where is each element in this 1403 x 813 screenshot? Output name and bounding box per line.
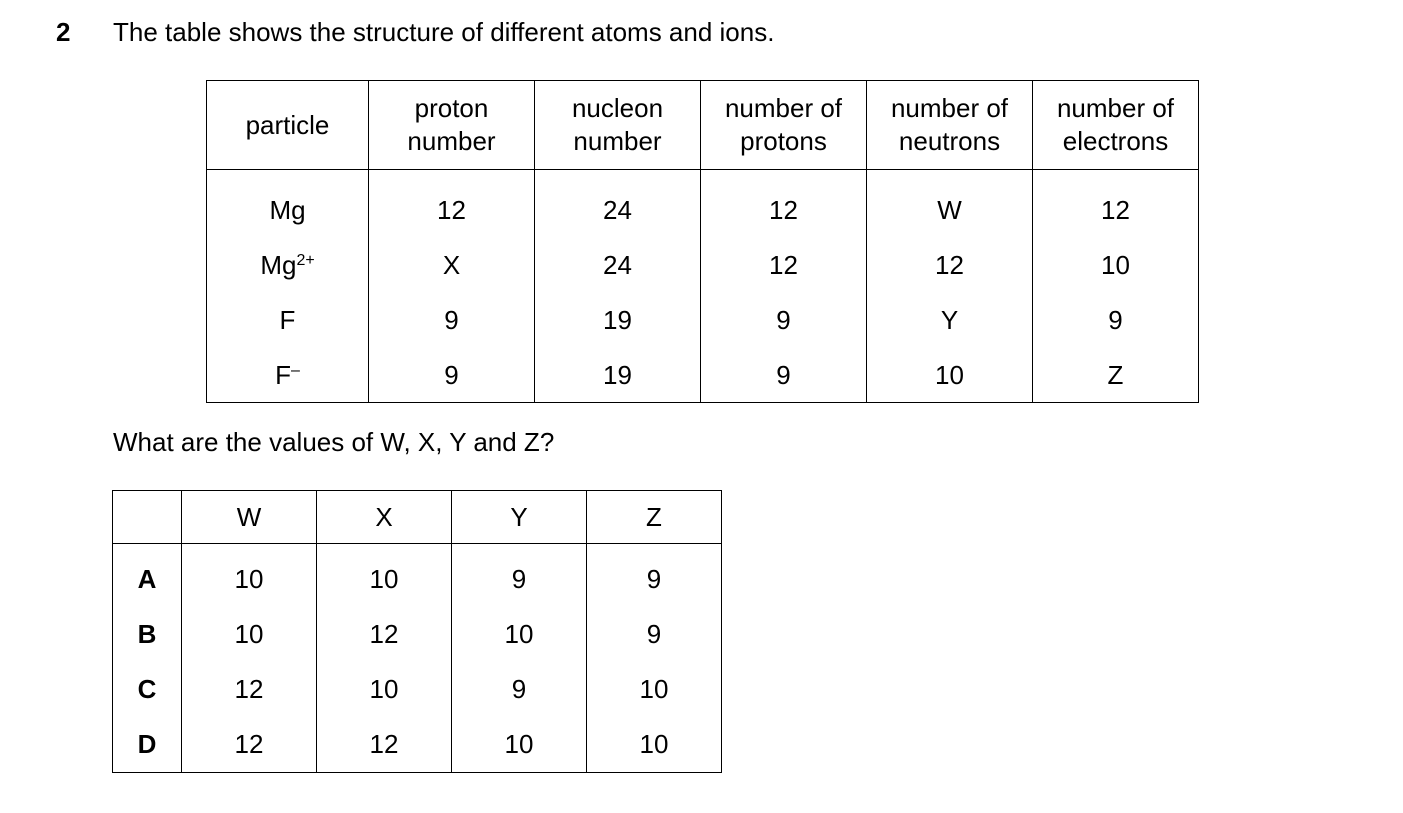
electrons-cell: 9 [1033,292,1199,347]
option-value-z: 9 [587,544,722,608]
neutrons-cell: 12 [867,237,1033,292]
protons-cell: 9 [701,347,867,403]
neutrons-cell: 10 [867,347,1033,403]
option-value-z: 9 [587,607,722,662]
particle-cell: Mg [207,170,369,238]
header-number-of-neutrons: number of neutrons [867,81,1033,170]
proton-number-cell: 9 [369,292,535,347]
nucleon-number-cell: 24 [535,237,701,292]
header-number-of-protons: number of protons [701,81,867,170]
options-header-row [113,491,722,544]
option-letter[interactable]: C [113,662,182,717]
answer-options-table [112,490,722,773]
nucleon-number-cell: 19 [535,347,701,403]
question-text: The table shows the structure of different atoms and ions. [113,17,775,47]
option-row-b[interactable] [113,607,722,662]
structure-table [206,80,1199,403]
proton-number-cell: 9 [369,347,535,403]
header-x: X [317,491,452,544]
header-nucleon-number: nucleon number [535,81,701,170]
ion-charge: 2+ [296,251,315,269]
option-value-z: 10 [587,662,722,717]
header-z: Z [587,491,722,544]
header-particle: particle [207,81,369,170]
table-row [207,170,1199,238]
option-value-w: 10 [182,607,317,662]
protons-cell: 9 [701,292,867,347]
header-blank [113,491,182,544]
particle-cell: F [207,292,369,347]
option-letter[interactable]: A [113,544,182,608]
option-row-c[interactable] [113,662,722,717]
option-row-d[interactable] [113,717,722,773]
option-value-x: 10 [317,544,452,608]
electrons-cell: 10 [1033,237,1199,292]
option-value-w: 12 [182,662,317,717]
header-y: Y [452,491,587,544]
table-row [207,237,1199,292]
option-value-y: 9 [452,544,587,608]
option-value-w: 12 [182,717,317,773]
table-row [207,292,1199,347]
ion-charge: – [290,361,300,379]
electrons-cell: 12 [1033,170,1199,238]
option-value-w: 10 [182,544,317,608]
option-value-x: 10 [317,662,452,717]
header-proton-number: proton number [369,81,535,170]
option-value-y: 10 [452,607,587,662]
option-value-x: 12 [317,607,452,662]
header-number-of-electrons: number of electrons [1033,81,1199,170]
neutrons-cell: Y [867,292,1033,347]
electrons-cell: Z [1033,347,1199,403]
nucleon-number-cell: 19 [535,292,701,347]
proton-number-cell: 12 [369,170,535,238]
structure-header-row [207,81,1199,170]
neutrons-cell: W [867,170,1033,238]
option-row-a[interactable] [113,544,722,608]
option-value-x: 12 [317,717,452,773]
option-letter[interactable]: D [113,717,182,773]
protons-cell: 12 [701,170,867,238]
nucleon-number-cell: 24 [535,170,701,238]
option-value-y: 10 [452,717,587,773]
particle-cell: F– [207,347,369,403]
particle-cell: $Mg^{2+}$ [207,237,369,292]
option-value-z: 10 [587,717,722,773]
protons-cell: 12 [701,237,867,292]
proton-number-cell: X [369,237,535,292]
table-row [207,347,1199,403]
header-w: W [182,491,317,544]
question-prompt: What are the values of W, X, Y and Z? [113,427,555,457]
option-value-y: 9 [452,662,587,717]
option-letter[interactable]: B [113,607,182,662]
question-number: 2 [56,17,71,47]
